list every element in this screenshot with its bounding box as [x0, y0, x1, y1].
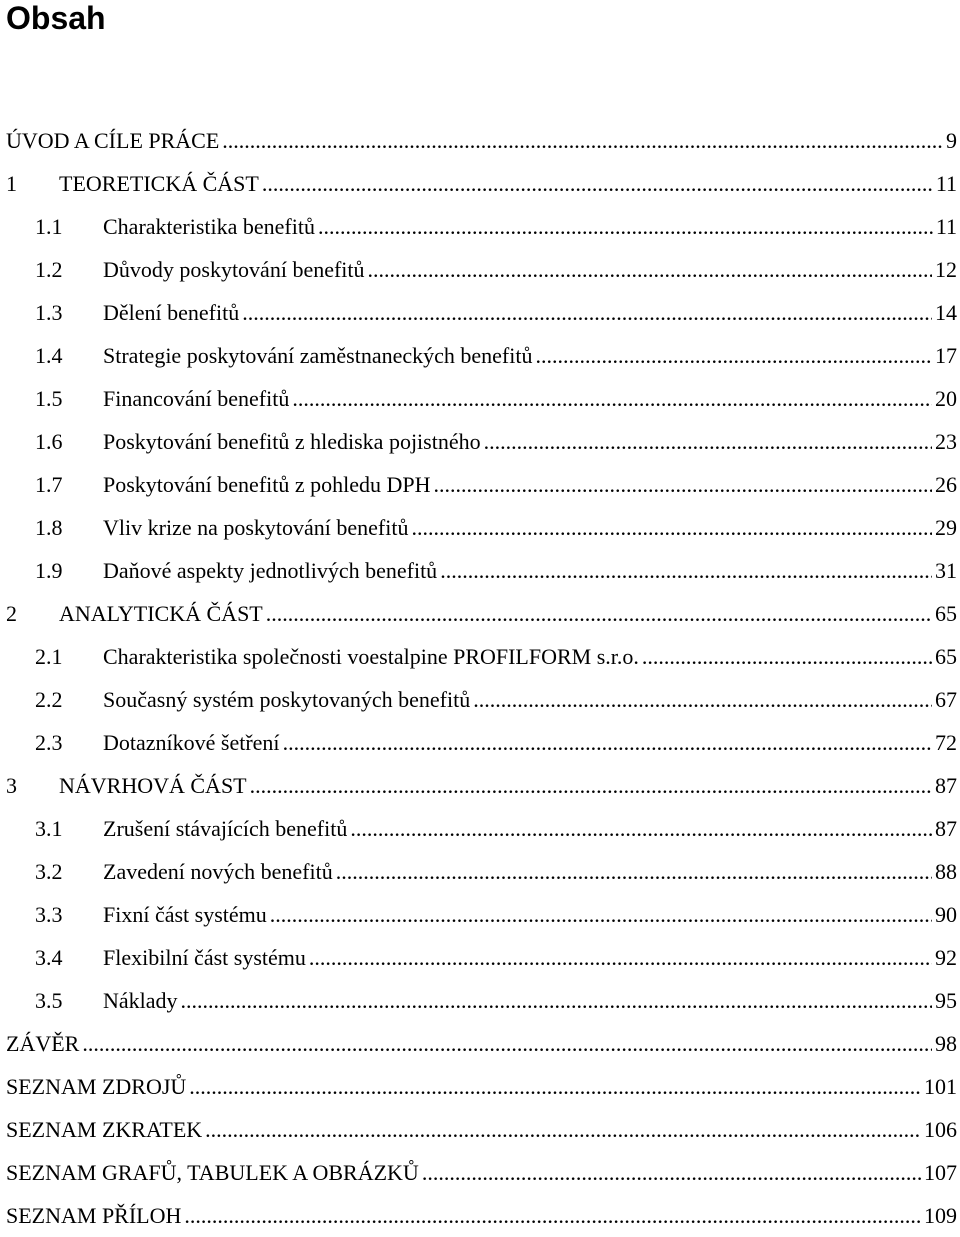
toc-entry-page-number: 29 [935, 515, 957, 540]
toc-entry-number: 1.2 [35, 257, 63, 282]
toc-entry-page-number: 98 [935, 1031, 957, 1056]
toc-dot-leader [283, 721, 932, 764]
toc-entry[interactable] [0, 721, 960, 764]
toc-entry-page-number: 20 [935, 386, 957, 411]
toc-entry-page-number: 12 [935, 257, 957, 282]
toc-entry-label: SEZNAM PŘÍLOH [6, 1203, 182, 1228]
toc-entry-page-number: 87 [935, 773, 957, 798]
toc-dot-leader [189, 1065, 921, 1108]
toc-entry-number: 1.5 [35, 386, 63, 411]
toc-entry-page-number: 65 [935, 644, 957, 669]
toc-entry[interactable] [0, 1194, 960, 1237]
toc-entry-number: 1.4 [35, 343, 63, 368]
toc-entry-page-number: 11 [935, 171, 957, 196]
toc-entry-label: Náklady [103, 988, 178, 1013]
toc-entry-number: 3.5 [35, 988, 63, 1013]
toc-dot-leader [473, 678, 932, 721]
toc-entry-page-number: 88 [935, 859, 957, 884]
toc-entry-label: SEZNAM GRAFŮ, TABULEK A OBRÁZKŮ [6, 1160, 419, 1185]
toc-entry-number: 1.1 [35, 214, 63, 239]
toc-entry[interactable] [0, 893, 960, 936]
toc-dot-leader [270, 893, 932, 936]
toc-entry-label: Současný systém poskytovaných benefitů [103, 687, 471, 712]
toc-dot-leader [336, 850, 932, 893]
toc-entry-number: 1.9 [35, 558, 63, 583]
toc-entry-label: Poskytování benefitů z pohledu DPH [103, 472, 431, 497]
toc-entry-label: Daňové aspekty jednotlivých benefitů [103, 558, 438, 583]
toc-entry-label: Poskytování benefitů z hlediska pojistného [103, 429, 481, 454]
toc-entry-number: 2.1 [35, 644, 63, 669]
toc-entry-label: SEZNAM ZKRATEK [6, 1117, 203, 1142]
toc-entry-page-number: 87 [935, 816, 957, 841]
toc-entry[interactable] [0, 979, 960, 1022]
toc-entry-page-number: 67 [935, 687, 957, 712]
toc-entry-number: 2.2 [35, 687, 63, 712]
toc-entry-label: TEORETICKÁ ČÁST [59, 171, 259, 196]
toc-entry-label: Zavedení nových benefitů [103, 859, 333, 884]
toc-entry[interactable] [0, 850, 960, 893]
toc-entry[interactable] [0, 119, 960, 162]
toc-dot-leader [292, 377, 932, 420]
toc-dot-leader [82, 1022, 932, 1065]
toc-entry-label: Dělení benefitů [103, 300, 240, 325]
toc-entry-page-number: 101 [924, 1074, 957, 1099]
toc-entry[interactable] [0, 764, 960, 807]
toc-dot-leader [422, 1151, 921, 1194]
toc-entry[interactable] [0, 205, 960, 248]
toc-entry-label: Fixní část systému [103, 902, 267, 927]
toc-entry-number: 1.7 [35, 472, 63, 497]
toc-entry[interactable] [0, 291, 960, 334]
page-title: Obsah [6, 0, 106, 36]
toc-entry-page-number: 109 [924, 1203, 957, 1228]
toc-entry[interactable] [0, 549, 960, 592]
toc-dot-leader [266, 592, 932, 635]
toc-dot-leader [411, 506, 932, 549]
toc-entry-label: Vliv krize na poskytování benefitů [103, 515, 409, 540]
toc-entry-number: 3 [6, 773, 17, 798]
toc-entry-label: ANALYTICKÁ ČÁST [59, 601, 263, 626]
toc-entry[interactable] [0, 1108, 960, 1151]
toc-entry-page-number: 90 [935, 902, 957, 927]
toc-entry[interactable] [0, 592, 960, 635]
toc-entry-page-number: 106 [924, 1117, 957, 1142]
toc-entry[interactable] [0, 420, 960, 463]
toc-dot-leader [309, 936, 932, 979]
toc-entry-label: ÚVOD A CÍLE PRÁCE [6, 128, 220, 153]
toc-entry-label: Zrušení stávajících benefitů [103, 816, 348, 841]
toc-entry-label: Charakteristika benefitů [103, 214, 315, 239]
toc-dot-leader [440, 549, 932, 592]
toc-entry-number: 2.3 [35, 730, 63, 755]
table-of-contents [0, 119, 960, 1237]
toc-entry-number: 1 [6, 171, 17, 196]
toc-entry-page-number: 14 [935, 300, 957, 325]
toc-dot-leader [242, 291, 932, 334]
toc-entry-label: SEZNAM ZDROJŮ [6, 1074, 187, 1099]
toc-entry-label: Důvody poskytování benefitů [103, 257, 365, 282]
toc-entry[interactable] [0, 936, 960, 979]
toc-entry-number: 2 [6, 601, 17, 626]
toc-entry-page-number: 26 [935, 472, 957, 497]
toc-entry-number: 1.3 [35, 300, 63, 325]
toc-entry-page-number: 95 [935, 988, 957, 1013]
toc-entry-number: 3.4 [35, 945, 63, 970]
toc-entry-page-number: 65 [935, 601, 957, 626]
toc-entry-label: Dotazníkové šetření [103, 730, 280, 755]
toc-entry-page-number: 17 [935, 343, 957, 368]
toc-entry-page-number: 31 [935, 558, 957, 583]
toc-dot-leader [434, 463, 932, 506]
toc-dot-leader [222, 119, 943, 162]
toc-entry[interactable] [0, 678, 960, 721]
toc-entry-number: 3.1 [35, 816, 63, 841]
toc-dot-leader [368, 248, 932, 291]
toc-entry-number: 3.2 [35, 859, 63, 884]
toc-entry-number: 1.8 [35, 515, 63, 540]
toc-entry-page-number: 11 [935, 214, 957, 239]
toc-entry[interactable] [0, 1151, 960, 1194]
toc-entry-label: Charakteristika společnosti voestalpine PROFILFORM s.r.o. [103, 644, 639, 669]
toc-entry[interactable] [0, 463, 960, 506]
toc-dot-leader [184, 1194, 921, 1237]
toc-dot-leader [484, 420, 932, 463]
toc-entry[interactable] [0, 377, 960, 420]
toc-dot-leader [350, 807, 932, 850]
toc-entry[interactable] [0, 1065, 960, 1108]
toc-entry-label: Flexibilní část systému [103, 945, 306, 970]
toc-entry-number: 3.3 [35, 902, 63, 927]
toc-entry-number: 1.6 [35, 429, 63, 454]
toc-entry-label: ZÁVĚR [6, 1031, 80, 1056]
toc-entry-label: Strategie poskytování zaměstnaneckých benefitů [103, 343, 533, 368]
toc-entry[interactable] [0, 635, 960, 678]
toc-entry-page-number: 23 [935, 429, 957, 454]
toc-entry-label: Financování benefitů [103, 386, 290, 411]
toc-entry[interactable] [0, 162, 960, 205]
toc-entry[interactable] [0, 506, 960, 549]
toc-dot-leader [318, 205, 933, 248]
toc-dot-leader [205, 1108, 921, 1151]
toc-entry-page-number: 92 [935, 945, 957, 970]
toc-dot-leader [262, 162, 933, 205]
toc-dot-leader [181, 979, 932, 1022]
toc-entry-page-number: 107 [924, 1160, 957, 1185]
toc-dot-leader [642, 635, 932, 678]
toc-entry[interactable] [0, 1022, 960, 1065]
toc-entry[interactable] [0, 807, 960, 850]
toc-entry-page-number: 72 [935, 730, 957, 755]
toc-entry[interactable] [0, 334, 960, 377]
toc-entry-page-number: 9 [946, 128, 957, 153]
toc-entry[interactable] [0, 248, 960, 291]
toc-entry-label: NÁVRHOVÁ ČÁST [59, 773, 247, 798]
toc-dot-leader [250, 764, 932, 807]
toc-dot-leader [535, 334, 932, 377]
